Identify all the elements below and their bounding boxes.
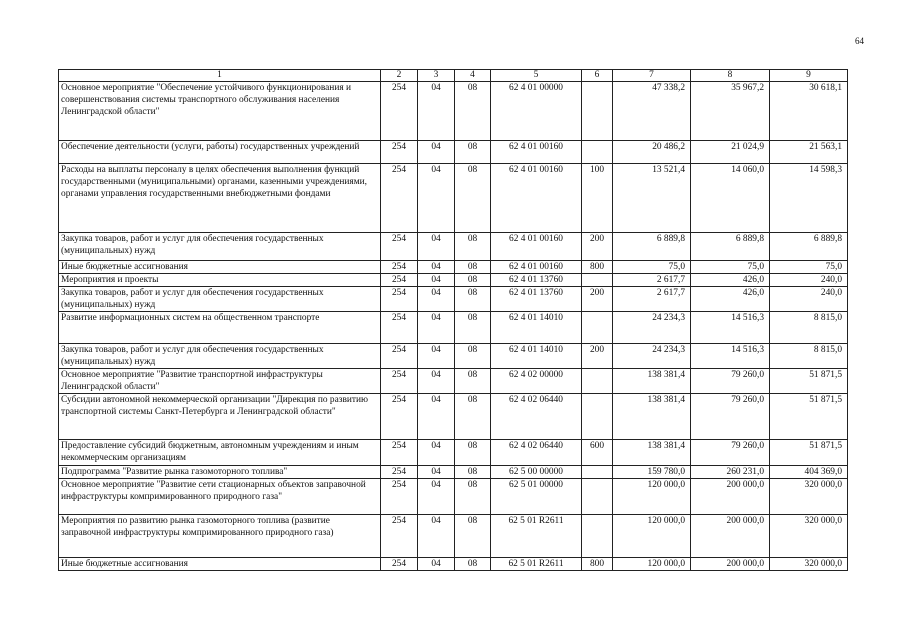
cell-subsection: 08: [455, 312, 491, 344]
table-row: [59, 344, 848, 369]
cell-target-article: 62 4 01 13760: [491, 274, 582, 287]
cell-section: 04: [418, 261, 455, 274]
cell-amount-year-3: 320 000,0: [770, 515, 848, 558]
cell-target-article: 62 4 01 14010: [491, 344, 582, 369]
cell-subsection: 08: [455, 164, 491, 233]
cell-admin-code: 254: [381, 82, 418, 141]
cell-section: 04: [418, 515, 455, 558]
cell-amount-year-2: 14 060,0: [691, 164, 770, 233]
cell-admin-code: 254: [381, 287, 418, 312]
cell-amount-year-3: 320 000,0: [770, 558, 848, 571]
cell-target-article: 62 4 01 13760: [491, 287, 582, 312]
cell-amount-year-3: 8 815,0: [770, 312, 848, 344]
cell-amount-year-2: 426,0: [691, 287, 770, 312]
cell-admin-code: 254: [381, 394, 418, 440]
cell-amount-year-1: 24 234,3: [613, 344, 691, 369]
cell-section: 04: [418, 479, 455, 515]
cell-amount-year-1: 138 381,4: [613, 394, 691, 440]
cell-section: 04: [418, 369, 455, 394]
cell-section: 04: [418, 82, 455, 141]
cell-amount-year-3: 6 889,8: [770, 233, 848, 261]
cell-admin-code: 254: [381, 141, 418, 164]
cell-admin-code: 254: [381, 344, 418, 369]
table-row: [59, 287, 848, 312]
table-row: [59, 261, 848, 274]
cell-expense-type: [582, 466, 613, 479]
cell-amount-year-1: 20 486,2: [613, 141, 691, 164]
cell-expense-type: [582, 82, 613, 141]
cell-section: 04: [418, 287, 455, 312]
table-row: [59, 164, 848, 233]
budget-table: [58, 69, 848, 571]
cell-admin-code: 254: [381, 440, 418, 466]
cell-subsection: 08: [455, 466, 491, 479]
cell-amount-year-1: 120 000,0: [613, 479, 691, 515]
cell-amount-year-1: 47 338,2: [613, 82, 691, 141]
cell-description: Мероприятия и проекты: [59, 274, 381, 287]
table-row: [59, 141, 848, 164]
cell-admin-code: 254: [381, 515, 418, 558]
cell-description: Мероприятия по развитию рынка газомоторного топлива (развитие заправочной инфраструктуры компримированного природного газа): [59, 515, 381, 558]
cell-description: Обеспечение деятельности (услуги, работы) государственных учреждений: [59, 141, 381, 164]
header-description: 1: [59, 70, 381, 82]
cell-admin-code: 254: [381, 274, 418, 287]
cell-section: 04: [418, 312, 455, 344]
cell-section: 04: [418, 440, 455, 466]
cell-target-article: 62 4 02 06440: [491, 394, 582, 440]
cell-amount-year-2: 21 024,9: [691, 141, 770, 164]
cell-target-article: 62 5 00 00000: [491, 466, 582, 479]
cell-subsection: 08: [455, 394, 491, 440]
cell-expense-type: 800: [582, 558, 613, 571]
cell-amount-year-3: 51 871,5: [770, 394, 848, 440]
cell-target-article: 62 5 01 R2611: [491, 515, 582, 558]
cell-amount-year-1: 138 381,4: [613, 440, 691, 466]
cell-subsection: 08: [455, 233, 491, 261]
cell-amount-year-3: 14 598,3: [770, 164, 848, 233]
cell-target-article: 62 5 01 R2611: [491, 558, 582, 571]
table-row: [59, 558, 848, 571]
table-row: [59, 312, 848, 344]
cell-amount-year-3: 75,0: [770, 261, 848, 274]
cell-amount-year-3: 240,0: [770, 274, 848, 287]
header-amount-year-3: 9: [770, 70, 848, 82]
cell-description: Развитие информационных систем на общественном транспорте: [59, 312, 381, 344]
cell-amount-year-1: 24 234,3: [613, 312, 691, 344]
cell-expense-type: 600: [582, 440, 613, 466]
cell-admin-code: 254: [381, 233, 418, 261]
cell-amount-year-2: 35 967,2: [691, 82, 770, 141]
cell-amount-year-3: 30 618,1: [770, 82, 848, 141]
table-row: [59, 394, 848, 440]
cell-expense-type: 100: [582, 164, 613, 233]
cell-section: 04: [418, 466, 455, 479]
cell-description: Предоставление субсидий бюджетным, автономным учреждениям и иным некоммерческим организациям: [59, 440, 381, 466]
table-row: [59, 479, 848, 515]
cell-admin-code: 254: [381, 312, 418, 344]
cell-description: Иные бюджетные ассигнования: [59, 261, 381, 274]
cell-subsection: 08: [455, 515, 491, 558]
cell-expense-type: [582, 369, 613, 394]
cell-amount-year-3: 240,0: [770, 287, 848, 312]
cell-amount-year-1: 120 000,0: [613, 558, 691, 571]
cell-amount-year-3: 404 369,0: [770, 466, 848, 479]
cell-expense-type: [582, 515, 613, 558]
cell-section: 04: [418, 344, 455, 369]
cell-description: Закупка товаров, работ и услуг для обеспечения государственных (муниципальных) нужд: [59, 233, 381, 261]
cell-amount-year-2: 426,0: [691, 274, 770, 287]
cell-amount-year-2: 79 260,0: [691, 440, 770, 466]
cell-admin-code: 254: [381, 261, 418, 274]
cell-expense-type: [582, 479, 613, 515]
cell-amount-year-3: 320 000,0: [770, 479, 848, 515]
cell-amount-year-1: 6 889,8: [613, 233, 691, 261]
cell-expense-type: [582, 274, 613, 287]
cell-amount-year-2: 200 000,0: [691, 558, 770, 571]
cell-description: Закупка товаров, работ и услуг для обеспечения государственных (муниципальных) нужд: [59, 344, 381, 369]
cell-expense-type: 200: [582, 287, 613, 312]
cell-amount-year-3: 21 563,1: [770, 141, 848, 164]
cell-description: Подпрограмма "Развитие рынка газомоторного топлива": [59, 466, 381, 479]
cell-amount-year-1: 13 521,4: [613, 164, 691, 233]
header-expense-type: 6: [582, 70, 613, 82]
cell-description: Расходы на выплаты персоналу в целях обеспечения выполнения функций государственными (муниципальными) органами, казенными учреждениями, органами управления государственными внебюджетными фондами: [59, 164, 381, 233]
cell-subsection: 08: [455, 479, 491, 515]
cell-amount-year-1: 2 617,7: [613, 274, 691, 287]
cell-amount-year-1: 138 381,4: [613, 369, 691, 394]
cell-subsection: 08: [455, 261, 491, 274]
cell-amount-year-2: 14 516,3: [691, 344, 770, 369]
cell-description: Иные бюджетные ассигнования: [59, 558, 381, 571]
cell-description: Основное мероприятие "Развитие сети стационарных объектов заправочной инфраструктуры компримированного природного газа": [59, 479, 381, 515]
table-row: [59, 369, 848, 394]
cell-section: 04: [418, 164, 455, 233]
cell-description: Закупка товаров, работ и услуг для обеспечения государственных (муниципальных) нужд: [59, 287, 381, 312]
table-row: [59, 440, 848, 466]
cell-expense-type: [582, 394, 613, 440]
cell-target-article: 62 4 01 00160: [491, 261, 582, 274]
cell-subsection: 08: [455, 82, 491, 141]
cell-section: 04: [418, 274, 455, 287]
cell-target-article: 62 4 01 00160: [491, 141, 582, 164]
table-header-row: [59, 70, 848, 82]
cell-section: 04: [418, 141, 455, 164]
cell-expense-type: 200: [582, 233, 613, 261]
cell-amount-year-2: 260 231,0: [691, 466, 770, 479]
cell-amount-year-3: 51 871,5: [770, 440, 848, 466]
cell-amount-year-3: 8 815,0: [770, 344, 848, 369]
cell-section: 04: [418, 558, 455, 571]
cell-amount-year-1: 120 000,0: [613, 515, 691, 558]
cell-subsection: 08: [455, 141, 491, 164]
cell-description: Основное мероприятие "Развитие транспортной инфраструктуры Ленинградской области": [59, 369, 381, 394]
cell-subsection: 08: [455, 344, 491, 369]
cell-target-article: 62 4 02 06440: [491, 440, 582, 466]
cell-amount-year-2: 14 516,3: [691, 312, 770, 344]
cell-amount-year-2: 6 889,8: [691, 233, 770, 261]
header-amount-year-1: 7: [613, 70, 691, 82]
header-target-article: 5: [491, 70, 582, 82]
cell-expense-type: [582, 312, 613, 344]
cell-amount-year-2: 79 260,0: [691, 394, 770, 440]
cell-expense-type: 800: [582, 261, 613, 274]
header-section: 3: [418, 70, 455, 82]
cell-target-article: 62 5 01 00000: [491, 479, 582, 515]
cell-admin-code: 254: [381, 466, 418, 479]
cell-expense-type: [582, 141, 613, 164]
cell-admin-code: 254: [381, 369, 418, 394]
cell-amount-year-1: 159 780,0: [613, 466, 691, 479]
header-subsection: 4: [455, 70, 491, 82]
cell-amount-year-1: 2 617,7: [613, 287, 691, 312]
cell-description: Субсидии автономной некоммерческой организации "Дирекция по развитию транспортной системы Санкт-Петербурга и Ленинградской области": [59, 394, 381, 440]
cell-target-article: 62 4 01 00160: [491, 164, 582, 233]
cell-description: Основное мероприятие "Обеспечение устойчивого функционирования и совершенствования системы транспортного обслуживания населения Ленинградской области": [59, 82, 381, 141]
cell-target-article: 62 4 01 00160: [491, 233, 582, 261]
cell-expense-type: 200: [582, 344, 613, 369]
table-row: [59, 82, 848, 141]
cell-target-article: 62 4 02 00000: [491, 369, 582, 394]
cell-subsection: 08: [455, 287, 491, 312]
header-amount-year-2: 8: [691, 70, 770, 82]
header-admin-code: 2: [381, 70, 418, 82]
cell-admin-code: 254: [381, 558, 418, 571]
cell-amount-year-2: 79 260,0: [691, 369, 770, 394]
cell-amount-year-2: 200 000,0: [691, 479, 770, 515]
table-row: [59, 233, 848, 261]
cell-amount-year-1: 75,0: [613, 261, 691, 274]
cell-section: 04: [418, 233, 455, 261]
cell-subsection: 08: [455, 440, 491, 466]
cell-amount-year-3: 51 871,5: [770, 369, 848, 394]
cell-subsection: 08: [455, 369, 491, 394]
cell-target-article: 62 4 01 14010: [491, 312, 582, 344]
table-row: [59, 515, 848, 558]
cell-amount-year-2: 200 000,0: [691, 515, 770, 558]
page-number: 64: [855, 36, 864, 46]
table-row: [59, 466, 848, 479]
cell-subsection: 08: [455, 274, 491, 287]
cell-admin-code: 254: [381, 479, 418, 515]
table-row: [59, 274, 848, 287]
cell-section: 04: [418, 394, 455, 440]
cell-target-article: 62 4 01 00000: [491, 82, 582, 141]
cell-subsection: 08: [455, 558, 491, 571]
cell-admin-code: 254: [381, 164, 418, 233]
cell-amount-year-2: 75,0: [691, 261, 770, 274]
